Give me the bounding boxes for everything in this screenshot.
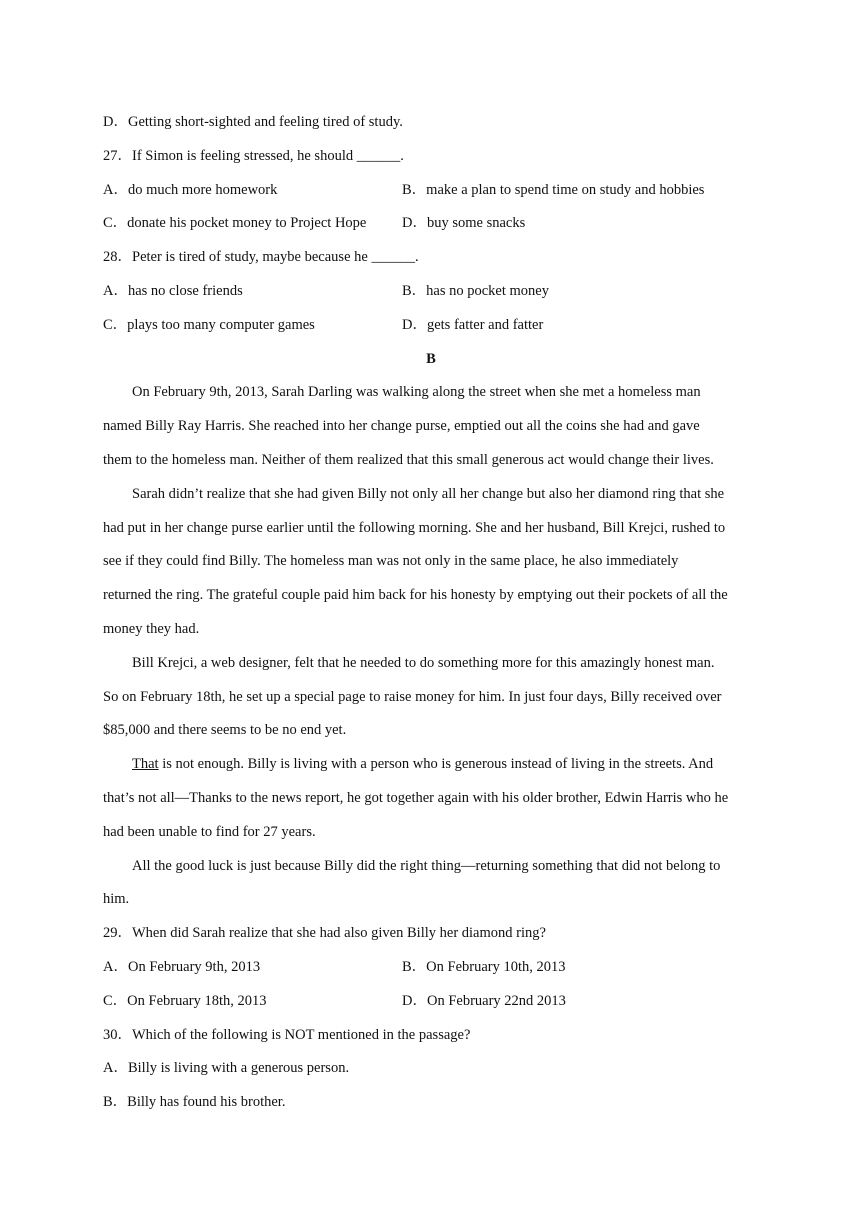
passage-line: So on February 18th, he set up a special page to raise money for him. In just four days, Billy received over <box>103 688 722 705</box>
q29-options-row-1 <box>103 956 759 990</box>
q30-question: 30．Which of the following is NOT mentioned in the passage? <box>103 1026 471 1043</box>
q27-options-row-2 <box>103 212 759 246</box>
passage-line: $85,000 and there seems to be no end yet. <box>103 722 347 739</box>
passage-line: named Billy Ray Harris. She reached into her change purse, emptied out all the coins she had and gave <box>103 418 700 435</box>
passage-line: returned the ring. The grateful couple paid him back for his honesty by emptying out their pockets of all the <box>103 587 728 604</box>
passage-line: had been unable to find for 27 years. <box>103 823 316 840</box>
q28-options-row-2 <box>103 314 759 348</box>
passage-line: that’s not all—Thanks to the news report, he got together again with his older brother, Edwin Harris who he <box>103 789 729 806</box>
passage-line: Bill Krejci, a web designer, felt that he needed to do something more for this amazingly honest man. <box>132 654 715 671</box>
page-content <box>103 111 759 1125</box>
passage-line-text: is not enough. Billy is living with a person who is generous instead of living in the streets. And <box>158 756 714 773</box>
q27-question: 27．If Simon is feeling stressed, he should ______. <box>103 147 404 164</box>
section-b-heading: B <box>426 350 436 367</box>
q27-option-a: A．do much more homework <box>103 181 278 198</box>
q30-option-b: B．Billy has found his brother. <box>103 1094 286 1111</box>
q29-option-a: A．On February 9th, 2013 <box>103 958 261 975</box>
passage-line: money they had. <box>103 620 200 637</box>
passage-line: Sarah didn’t realize that she had given Billy not only all her change but also her diamond ring that she <box>132 485 725 502</box>
passage-line: him. <box>103 891 130 908</box>
q28-option-d: D．gets fatter and fatter <box>402 316 544 333</box>
q29-question: 29．When did Sarah realize that she had also given Billy her diamond ring? <box>103 925 546 942</box>
q29-options-row-2 <box>103 990 759 1024</box>
passage-line: All the good luck is just because Billy did the right thing—returning something that did not belong to <box>132 857 721 874</box>
passage-line: had put in her change purse earlier until the following morning. She and her husband, Bill Krejci, rushed to <box>103 519 726 536</box>
q29-option-d: D．On February 22nd 2013 <box>402 992 566 1009</box>
passage-paragraph-1 <box>103 381 759 482</box>
passage-line <box>103 753 759 787</box>
passage-paragraph-2 <box>103 483 759 652</box>
q28-option-b: B．has no pocket money <box>402 282 549 299</box>
q28-option-a: A．has no close friends <box>103 282 243 299</box>
q27-option-c: C．donate his pocket money to Project Hope <box>103 215 367 232</box>
passage-paragraph-3 <box>103 652 759 753</box>
passage-paragraph-5 <box>103 855 759 923</box>
q28-options-row-1 <box>103 280 759 314</box>
q26-option-d: D．Getting short-sighted and feeling tired of study. <box>103 114 403 130</box>
underlined-word: That <box>132 756 159 773</box>
passage-paragraph-4 <box>103 753 759 854</box>
q27-option-b: B．make a plan to spend time on study and hobbies <box>402 181 705 198</box>
q29-option-c: C．On February 18th, 2013 <box>103 992 267 1009</box>
q30-option-a: A．Billy is living with a generous person. <box>103 1060 350 1077</box>
q28-option-c: C．plays too many computer games <box>103 316 315 333</box>
passage-line: On February 9th, 2013, Sarah Darling was walking along the street when she met a homeless man <box>132 384 701 401</box>
passage-line: see if they could find Billy. The homeless man was not only in the same place, he also immediately <box>103 553 679 570</box>
q27-options-row-1 <box>103 179 759 213</box>
q27-option-d: D．buy some snacks <box>402 215 526 232</box>
q29-option-b: B．On February 10th, 2013 <box>402 958 566 975</box>
passage-line: them to the homeless man. Neither of them realized that this small generous act would change their lives. <box>103 451 714 468</box>
q28-question: 28．Peter is tired of study, maybe because he ______. <box>103 249 419 266</box>
